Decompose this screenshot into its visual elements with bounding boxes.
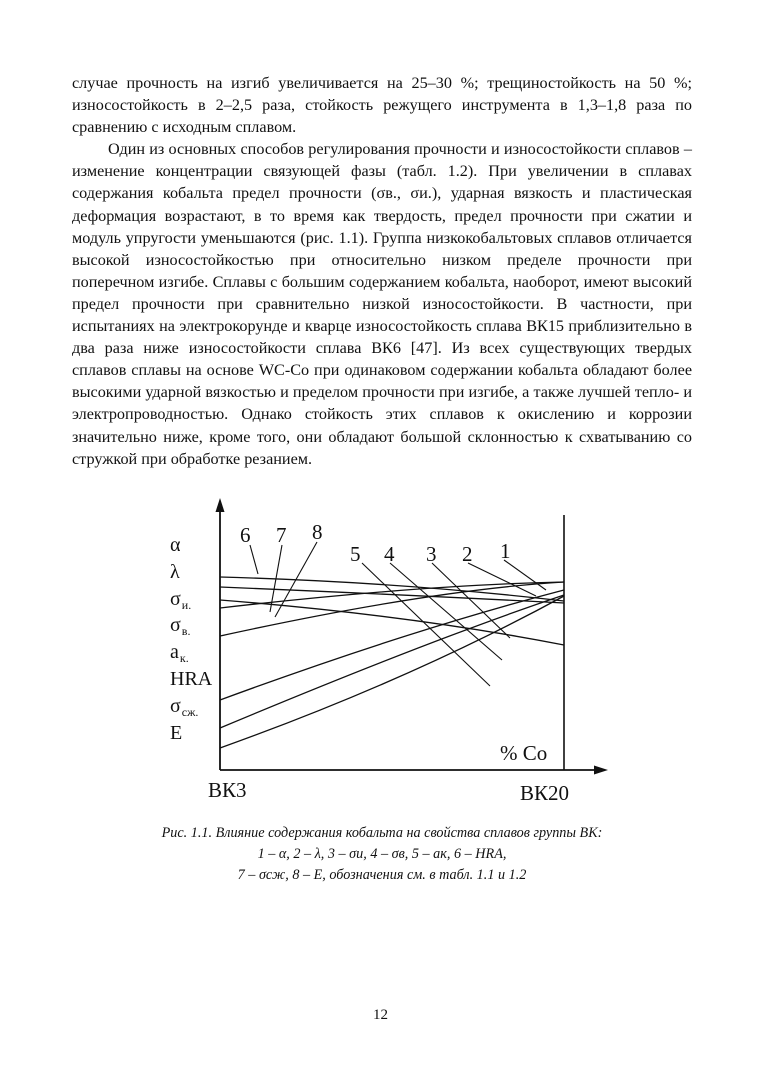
leader-5 <box>362 563 490 686</box>
curve-alpha <box>220 582 564 636</box>
figure-caption <box>72 823 692 886</box>
curve-label-7: 7 <box>276 523 287 547</box>
y-label-alpha: α <box>170 534 181 556</box>
y-label-e: E <box>170 721 183 744</box>
curve-label-2: 2 <box>462 542 473 566</box>
y-label-lambda: λ <box>170 560 180 583</box>
body-text <box>72 72 692 470</box>
paragraph-1: случае прочность на изгиб увеличивается на 25–30 %; трещиностойкость на 50 %; износостойкость в 2–2,5 раза, стойкость режущего инструмента в 1,3–1,8 раза по сравнению с исходным сплавом. <box>72 74 692 137</box>
page-number: 12 <box>373 1007 388 1023</box>
curve-label-6: 6 <box>240 523 251 547</box>
paragraph-2: Один из основных способов регулирования прочности и износостойкости сплавов – изменение концентрации связующей фазы (табл. 1.2). При увеличении в сплавах содержания кобальта предел прочности (σв., σи.), ударная вязкость и пластическая деформация возрастают, в то время как твердость, предел прочности при сжатии и модуль упругости уменьшаются (рис. 1.1). Группа низкокобальтовых сплавов отличается высокой износостойкостью при относительно низком пределе прочности при поперечном изгибе. Сплавы с большим содержанием кобальта, наоборот, имеют высокий предел прочности при сравнительно низкой износостойкости. В частности, при испытаниях на электрокорунде и кварце износостойкость сплава ВК15 приблизительно в два раза ниже износостойкости сплава ВК6 [47]. Из всех существующих твердых сплавов сплавы на основе WC-Co при одинаковом содержании кобальта обладают более высокими ударной вязкостью и пределом прочности при изгибе, а также лучшей тепло- и электропроводностью. Однако стойкость этих сплавов к окислению и коррозии значительно ниже, кроме того, они обладают большой склонностью к схватыванию со стружкой при обработке резанием. <box>72 140 692 468</box>
y-label-sigma-szh: $\sigma_{сж.}$ <box>170 694 199 719</box>
y-label-ak: $a_{к.}$ <box>170 641 189 666</box>
x-axis-title: % Co <box>500 741 548 765</box>
curve-label-1: 1 <box>500 539 511 563</box>
y-label-sigma-v: $\sigma_{в.}$ <box>170 614 191 639</box>
curve-label-3: 3 <box>426 542 437 566</box>
caption-line-3: 7 – σсж, 8 – E, обозначения см. в табл. 1.1 и 1.2 <box>237 867 527 883</box>
y-label-hra: HRA <box>170 667 213 690</box>
caption-line-1: Рис. 1.1. Влияние содержания кобальта на свойства сплавов группы ВК: <box>161 825 603 841</box>
x-label-start: ВК3 <box>208 778 247 802</box>
leader-3 <box>432 563 510 638</box>
curve-ak <box>220 596 564 748</box>
x-axis-arrow <box>594 766 608 775</box>
figure-cobalt-properties <box>150 490 610 810</box>
curve-label-4: 4 <box>384 542 395 566</box>
caption-line-2: 1 – α, 2 – λ, 3 – σи, 4 – σв, 5 – aк, 6 – HRA, <box>257 846 507 862</box>
curve-sigma-v <box>220 595 564 728</box>
x-label-end: ВК20 <box>520 781 570 805</box>
curve-label-5: 5 <box>350 542 361 566</box>
leader-6 <box>250 545 258 574</box>
y-label-sigma-i: $\sigma_{и.}$ <box>170 587 192 612</box>
leader-2 <box>468 563 536 596</box>
y-axis-arrow <box>216 498 225 512</box>
y-axis-labels <box>170 532 213 746</box>
curve-label-8: 8 <box>312 520 323 544</box>
curve-sigma-i <box>220 590 564 700</box>
